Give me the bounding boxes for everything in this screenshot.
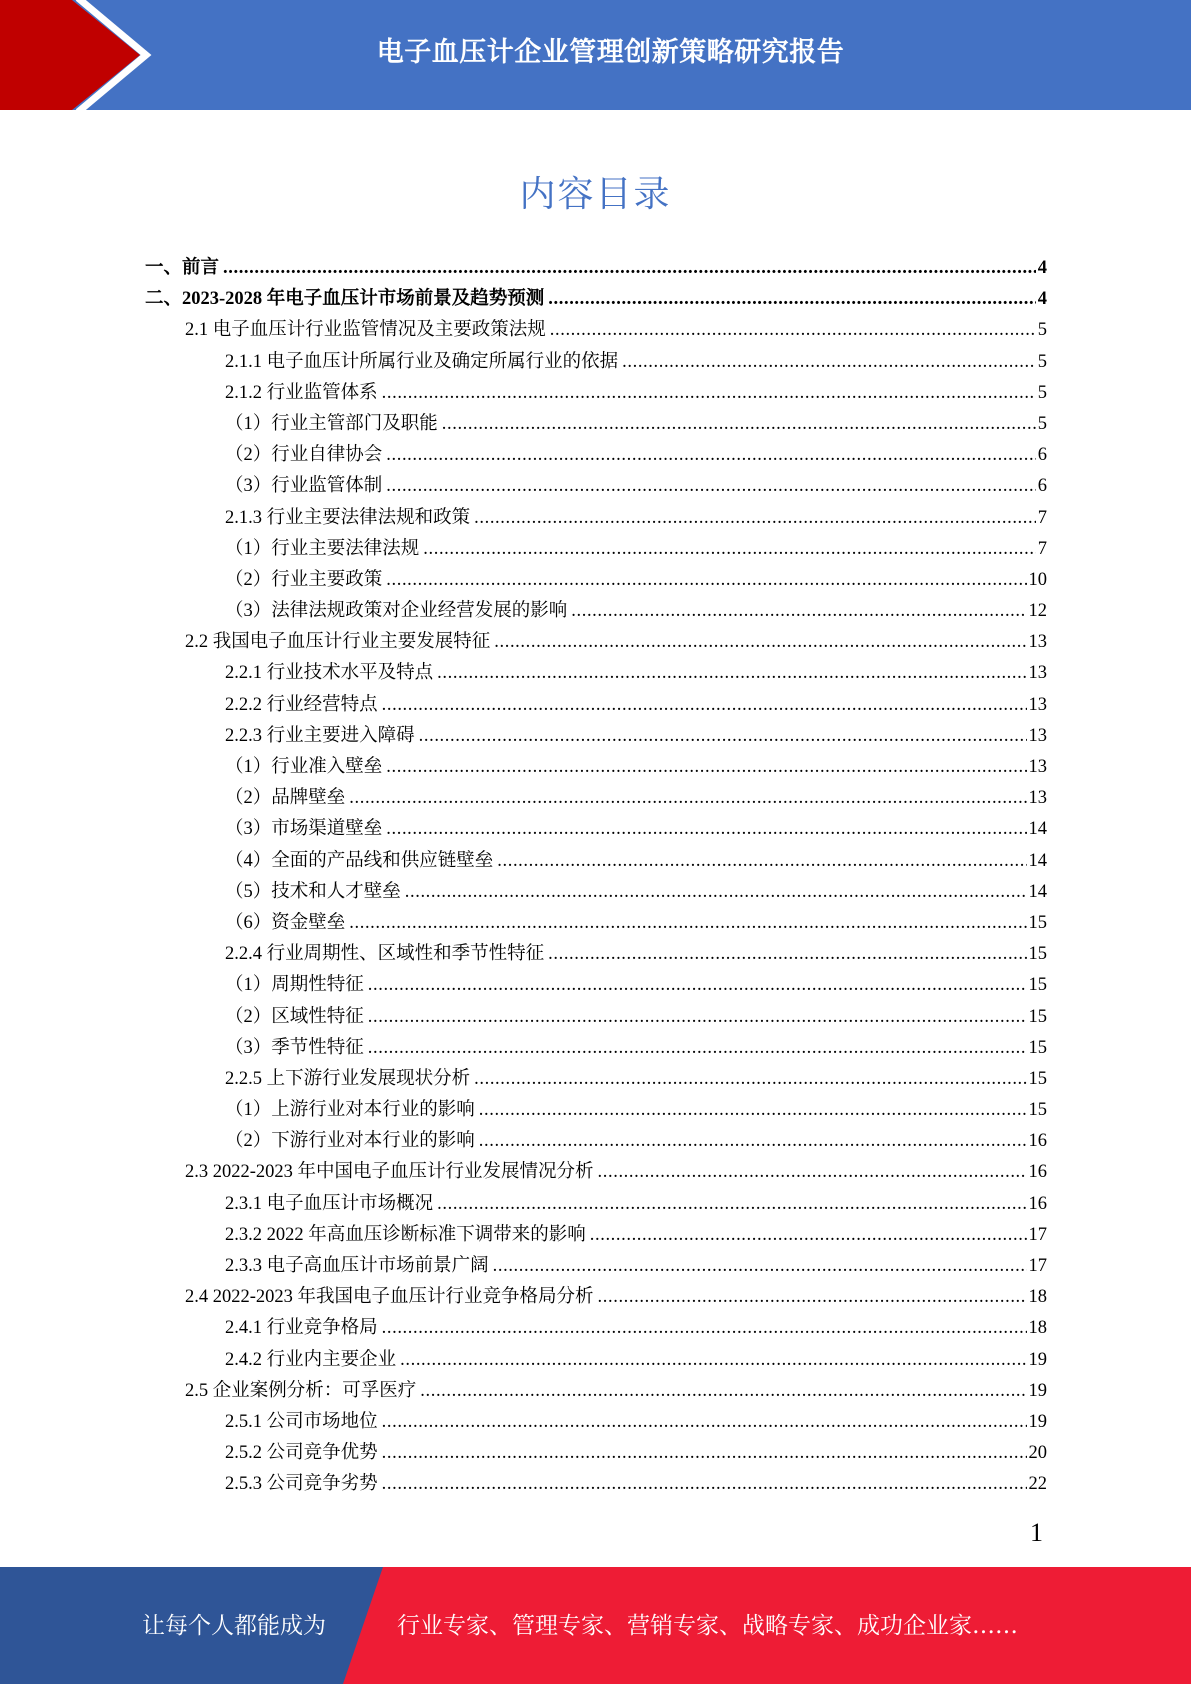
toc-entry-title: 2.3.3 电子高血压计市场前景广阔 [225,1256,489,1276]
toc-entry[interactable] [145,315,1047,346]
toc-entry[interactable] [145,752,1047,783]
toc-entry-page: 13 [1028,757,1047,777]
dot-leader [400,1345,1026,1376]
toc-entry-title: 一、前言 [145,258,220,278]
toc-entry-title: 2.2.1 行业技术水平及特点 [225,663,434,684]
toc-entry[interactable] [145,471,1047,502]
toc-entry[interactable] [145,627,1047,658]
toc-entry-title: （1）行业主管部门及职能 [225,413,438,434]
toc-entry[interactable] [145,378,1047,409]
toc-entry-page: 5 [1037,413,1047,434]
toc-entry[interactable] [145,690,1047,721]
toc-entry-title: 二、2023-2028 年电子血压计市场前景及趋势预测 [145,289,545,310]
dot-leader [419,721,1027,752]
toc-entry-page: 15 [1028,944,1047,965]
toc-entry[interactable] [145,939,1047,970]
toc-entry-page: 19 [1028,1349,1047,1370]
dot-leader [382,690,1027,721]
toc-entry[interactable] [145,814,1047,845]
footer-slogan-left: 让每个人都能成为 [142,1613,326,1639]
dot-leader [405,877,1027,908]
toc-entry-title: 2.1 电子血压计行业监管情况及主要政策法规 [185,320,546,341]
toc-entry-title: （2）区域性特征 [225,1006,364,1027]
toc-entry-page: 22 [1028,1474,1047,1495]
toc-entry-page: 14 [1028,850,1047,871]
toc-entry-page: 18 [1028,1287,1047,1308]
dot-leader [437,1189,1026,1220]
toc-entry[interactable] [145,1376,1047,1407]
dot-leader [548,939,1026,970]
dot-leader [349,783,1026,814]
toc-entry-page: 6 [1037,445,1047,466]
toc-heading: 内容目录 [519,174,672,214]
dot-leader [420,1376,1026,1407]
toc-entry-page: 4 [1037,289,1047,310]
dot-leader [382,1407,1027,1438]
toc-entry-title: （3）法律法规政策对企业经营发展的影响 [225,601,568,622]
dot-leader [474,1064,1026,1095]
dot-leader [598,1282,1027,1313]
toc-entry-page: 13 [1028,725,1047,746]
dot-leader [349,908,1026,939]
toc-entry-title: 2.2 我国电子血压计行业主要发展特征 [185,632,491,653]
toc-entry-title: （1）周期性特征 [225,975,364,996]
dot-leader [386,471,1035,502]
toc-entry[interactable] [145,1438,1047,1469]
toc-entry-page: 15 [1028,975,1047,996]
toc-entry[interactable] [145,783,1047,814]
dot-leader [479,1095,1027,1126]
toc-entry-page: 19 [1028,1411,1047,1432]
toc-entry-title: 2.2.2 行业经营特点 [225,694,378,715]
toc-entry[interactable] [145,877,1047,908]
toc-entry[interactable] [145,970,1047,1001]
toc-entry-page: 15 [1028,1100,1047,1121]
toc-entry-page: 12 [1028,601,1047,622]
toc-entry-page: 14 [1028,819,1047,840]
toc-entry-title: （2）品牌壁垒 [225,788,346,809]
toc-entry-page: 5 [1037,382,1047,403]
toc-entry[interactable] [145,846,1047,877]
dot-leader [382,378,1036,409]
toc-entry-title: （3）行业监管体制 [225,476,383,497]
toc-entry-title: 2.1.1 电子血压计所属行业及确定所属行业的依据 [225,351,619,372]
toc-entry[interactable] [145,1189,1047,1220]
toc-entry-title: （6）资金壁垒 [225,912,346,933]
toc-entry[interactable] [145,1251,1047,1282]
toc-entry-title: 2.2.5 上下游行业发展现状分析 [225,1068,471,1089]
toc-entry-title: （1）行业主要法律法规 [225,538,420,559]
dot-leader [223,253,1036,284]
toc-entry-page: 10 [1028,569,1047,590]
toc-entry-title: 2.3 2022-2023 年中国电子血压计行业发展情况分析 [185,1162,594,1183]
dot-leader [368,1033,1027,1064]
toc-entry[interactable] [145,409,1047,440]
toc-entry-page: 16 [1028,1131,1047,1152]
dot-leader [442,409,1036,440]
dot-leader [474,503,1036,534]
toc-entry-page: 13 [1028,788,1047,809]
toc-entry-page: 7 [1037,538,1047,559]
toc-entry-title: （2）下游行业对本行业的影响 [225,1131,475,1152]
toc-entry-title: （1）行业准入壁垒 [225,757,383,777]
toc-entry[interactable] [145,1002,1047,1033]
toc-entry-page: 17 [1028,1224,1047,1245]
dot-leader [479,1126,1027,1157]
toc-entry-page: 13 [1028,632,1047,653]
toc-entry-page: 17 [1028,1256,1047,1276]
toc-entry-page: 14 [1028,881,1047,902]
toc-entry[interactable] [145,534,1047,565]
page-footer [0,1567,1191,1684]
toc-entry-page: 13 [1028,694,1047,715]
toc-entry-title: （1）上游行业对本行业的影响 [225,1100,475,1121]
toc-entry-title: （5）技术和人才壁垒 [225,881,401,902]
toc-entry[interactable] [145,440,1047,471]
toc-entry[interactable] [145,503,1047,534]
page-header [0,0,1191,110]
toc-entry-title: 2.3.2 2022 年高血压诊断标准下调带来的影响 [225,1224,586,1245]
toc-entry-title: 2.5.3 公司竞争劣势 [225,1474,378,1495]
dot-leader [386,814,1026,845]
dot-leader [493,1251,1027,1282]
page-number: 1 [1030,1518,1043,1547]
toc-entry[interactable] [145,658,1047,689]
toc-entry-page: 13 [1028,663,1047,684]
dot-leader [423,534,1035,565]
toc-entry-page: 18 [1028,1318,1047,1339]
toc-entry-title: （2）行业自律协会 [225,445,383,466]
toc-entry-title: 2.1.2 行业监管体系 [225,382,378,403]
toc-entry[interactable] [145,284,1047,315]
table-of-contents [145,253,1047,1501]
toc-entry-page: 16 [1028,1193,1047,1214]
dot-leader [386,440,1035,471]
toc-entry-title: 2.4 2022-2023 年我国电子血压计行业竞争格局分析 [185,1287,594,1308]
dot-leader [382,1313,1027,1344]
toc-entry[interactable] [145,253,1047,284]
dot-leader [494,627,1026,658]
toc-entry[interactable] [145,1220,1047,1251]
toc-entry-page: 15 [1028,1037,1047,1058]
toc-entry-title: （4）全面的产品线和供应链壁垒 [225,850,494,871]
dot-leader [497,846,1026,877]
toc-entry[interactable] [145,1126,1047,1157]
footer-slogan-right: 行业专家、管理专家、营销专家、战略专家、成功企业家…… [397,1613,1018,1639]
toc-entry[interactable] [145,596,1047,627]
toc-entry[interactable] [145,1345,1047,1376]
dot-leader [368,970,1027,1001]
toc-entry-title: 2.5.2 公司竞争优势 [225,1443,378,1464]
dot-leader [548,284,1035,315]
toc-entry-page: 6 [1037,476,1047,497]
dot-leader [571,596,1026,627]
toc-entry-title: （3）市场渠道壁垒 [225,819,383,840]
toc-entry[interactable] [145,1095,1047,1126]
dot-leader [386,565,1026,596]
toc-entry[interactable] [145,1313,1047,1344]
dot-leader [368,1002,1027,1033]
toc-entry-title: （3）季节性特征 [225,1037,364,1058]
report-title: 电子血压计企业管理创新策略研究报告 [376,37,845,68]
toc-entry-title: 2.4.1 行业竞争格局 [225,1318,378,1339]
toc-entry-page: 20 [1028,1443,1047,1464]
toc-entry-page: 19 [1028,1380,1047,1401]
dot-leader [386,752,1026,783]
toc-entry[interactable] [145,721,1047,752]
toc-entry-title: （2）行业主要政策 [225,569,383,590]
toc-entry-title: 2.4.2 行业内主要企业 [225,1349,397,1370]
dot-leader [382,1469,1027,1500]
toc-entry-page: 15 [1028,1068,1047,1089]
toc-entry-page: 15 [1028,912,1047,933]
dot-leader [598,1157,1027,1188]
toc-entry[interactable] [145,908,1047,939]
toc-entry-page: 4 [1037,258,1047,278]
toc-entry-title: 2.2.4 行业周期性、区域性和季节性特征 [225,944,545,965]
toc-entry-title: 2.5 企业案例分析：可孚医疗 [185,1380,417,1401]
toc-entry[interactable] [145,1469,1047,1500]
toc-entry-title: 2.3.1 电子血压计市场概况 [225,1193,434,1214]
toc-entry-page: 7 [1037,507,1047,528]
dot-leader [622,347,1036,378]
toc-entry[interactable] [145,1407,1047,1438]
dot-leader [590,1220,1027,1251]
toc-entry[interactable] [145,1157,1047,1188]
toc-entry-page: 16 [1028,1162,1047,1183]
toc-entry-title: 2.5.1 公司市场地位 [225,1411,378,1432]
toc-entry[interactable] [145,347,1047,378]
toc-entry-page: 5 [1037,351,1047,372]
toc-entry[interactable] [145,1064,1047,1095]
dot-leader [437,658,1026,689]
dot-leader [550,315,1036,346]
toc-entry[interactable] [145,565,1047,596]
toc-entry-page: 5 [1037,320,1047,341]
toc-entry-page: 15 [1028,1006,1047,1027]
toc-entry[interactable] [145,1033,1047,1064]
toc-entry-title: 2.1.3 行业主要法律法规和政策 [225,507,471,528]
toc-entry-title: 2.2.3 行业主要进入障碍 [225,725,415,746]
toc-entry[interactable] [145,1282,1047,1313]
dot-leader [382,1438,1027,1469]
